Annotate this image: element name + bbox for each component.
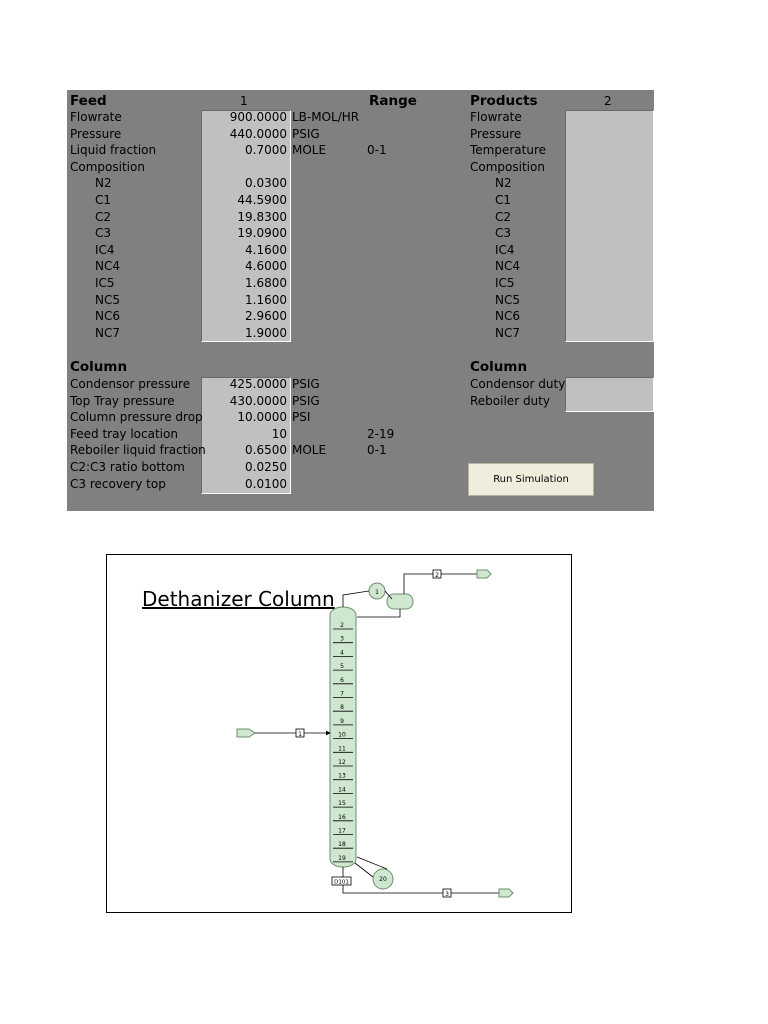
feed-row-label: NC6 [95, 309, 120, 324]
feed-row-unit: MOLE [292, 143, 327, 158]
column-row-range: 2-19 [367, 426, 395, 441]
tray-label: 17 [338, 827, 346, 835]
column-row-value[interactable]: 10.0000 [237, 410, 287, 425]
tray-label: 9 [340, 717, 344, 725]
tray-label: 14 [338, 786, 346, 794]
tray-label: 5 [340, 663, 344, 671]
column-row-label: C3 recovery top [70, 476, 166, 491]
products-row-label: IC4 [495, 242, 515, 257]
feed-arrow-icon [237, 729, 255, 737]
products-output-area [565, 110, 654, 342]
feed-row-label: NC5 [95, 292, 120, 307]
tray-label: 16 [338, 813, 346, 821]
tray-label: 15 [338, 800, 346, 808]
feed-stream-number: 1 [240, 94, 248, 108]
tray-label: 8 [340, 704, 344, 712]
feed-row-value[interactable]: 1.6800 [245, 276, 287, 290]
column-row-label: Column pressure drop [70, 410, 203, 425]
products-row-label: Composition [470, 159, 545, 174]
products-row-label: IC5 [495, 276, 515, 290]
feed-row-unit: LB-MOL/HR [292, 110, 360, 124]
feed-stream-label: 1 [298, 731, 302, 738]
column-row-value[interactable]: 10 [271, 426, 287, 441]
products-stream-number: 2 [604, 94, 612, 108]
column-row-label: C2:C3 ratio bottom [70, 460, 185, 474]
column-row-value[interactable]: 0.0100 [245, 476, 287, 491]
overhead-vapor-line [343, 591, 369, 607]
column-output-area [565, 377, 654, 412]
products-row-label: NC5 [495, 292, 520, 307]
bottom-product-line [343, 867, 503, 893]
feed-row-label: IC4 [95, 242, 115, 257]
products-row-label: NC4 [495, 259, 520, 274]
tray-label: 12 [338, 759, 346, 766]
run-simulation-button[interactable]: Run Simulation [468, 463, 594, 496]
tray-label: 11 [338, 745, 346, 753]
tray-label: 2 [340, 622, 344, 629]
bottom-product-stream-label: 3 [445, 891, 449, 898]
feed-row-label: Pressure [70, 126, 122, 141]
feed-row-unit: PSIG [292, 126, 320, 141]
column-row-value[interactable]: 430.0000 [229, 393, 287, 408]
feed-row-label: NC4 [95, 259, 120, 274]
tray-label: 3 [340, 635, 344, 643]
column-results-header: Column [470, 359, 528, 375]
column-row-label: Condensor pressure [70, 377, 191, 391]
column-row-label: Top Tray pressure [70, 393, 175, 408]
column-row-unit: PSIG [292, 377, 320, 391]
products-row-label: C1 [495, 193, 512, 207]
column-row-label: Reboiler liquid fraction [70, 443, 206, 458]
column-row-value[interactable]: 425.0000 [229, 377, 287, 391]
feed-row-value[interactable]: 2.9600 [245, 309, 287, 324]
column-row-value[interactable]: 0.6500 [245, 443, 287, 458]
reflux-line [357, 609, 400, 617]
column-row-unit: PSI [292, 410, 311, 425]
column-header: Column [70, 359, 128, 375]
feed-row-value[interactable]: 44.5900 [237, 193, 287, 207]
feed-row-label: Flowrate [70, 110, 122, 124]
tray-label: 6 [340, 676, 344, 684]
top-product-stream-label: 2 [435, 572, 439, 579]
feed-row-label: N2 [95, 176, 112, 191]
feed-row-value[interactable]: 4.1600 [245, 242, 287, 257]
products-header: Products [470, 93, 538, 109]
feed-row-label: C1 [95, 193, 112, 207]
products-row-label: N2 [495, 176, 512, 191]
feed-row-range: 0-1 [367, 143, 387, 158]
range-header: Range [369, 93, 417, 109]
products-row-label: C2 [495, 209, 512, 224]
feed-row-label: IC5 [95, 276, 115, 290]
feed-row-label: C2 [95, 209, 112, 224]
column-results-row-label: Condensor duty [470, 377, 566, 391]
feed-row-value[interactable]: 900.0000 [229, 110, 287, 124]
reflux-drum-icon [387, 594, 413, 609]
feed-row-value[interactable]: 1.9000 [245, 325, 287, 340]
feed-row-value[interactable]: 4.6000 [245, 259, 287, 274]
feed-row-value[interactable]: 0.7000 [245, 143, 287, 158]
feed-row-label: Liquid fraction [70, 143, 157, 158]
feed-header: Feed [70, 93, 107, 109]
process-flow-diagram [106, 554, 572, 913]
tray-label: 19 [338, 854, 346, 862]
feed-row-label: NC7 [95, 325, 120, 340]
tray-label: 10 [338, 731, 346, 739]
input-spreadsheet [67, 90, 654, 511]
diagram-title: Dethanizer Column [142, 587, 335, 611]
feed-row-value[interactable]: 1.1600 [245, 292, 287, 307]
products-row-label: NC7 [495, 325, 520, 340]
reboiler-label: 20 [379, 876, 387, 883]
column-schematic [107, 555, 573, 914]
feed-row-label: Composition [70, 159, 145, 174]
products-row-label: Pressure [470, 126, 522, 141]
products-row-label: C3 [495, 226, 512, 241]
condenser-label: 1 [375, 589, 379, 596]
tray-label: 7 [340, 690, 344, 698]
products-row-label: NC6 [495, 309, 520, 324]
feed-row-label: C3 [95, 226, 112, 241]
column-row-unit: MOLE [292, 443, 327, 458]
bottom-product-arrow-icon [499, 889, 513, 897]
unit-tag-label: D101 [334, 879, 349, 886]
column-results-row-label: Reboiler duty [470, 393, 550, 408]
products-row-label: Flowrate [470, 110, 522, 124]
column-row-range: 0-1 [367, 443, 387, 458]
tray-label: 18 [338, 841, 346, 849]
feed-row-value[interactable]: 19.0900 [237, 226, 287, 241]
tray-label: 13 [338, 772, 346, 780]
products-row-label: Temperature [470, 143, 547, 158]
column-row-value[interactable]: 0.0250 [245, 460, 287, 474]
reboiler-return-line [357, 857, 387, 869]
column-row-unit: PSIG [292, 393, 320, 408]
feed-row-value[interactable]: 19.8300 [237, 209, 287, 224]
feed-row-value[interactable]: 440.0000 [229, 126, 287, 141]
reboiler-feed-line [355, 863, 373, 877]
column-row-label: Feed tray location [70, 426, 178, 441]
top-product-arrow-icon [477, 570, 491, 578]
tray-label: 4 [340, 649, 344, 657]
feed-row-value[interactable]: 0.0300 [245, 176, 287, 191]
